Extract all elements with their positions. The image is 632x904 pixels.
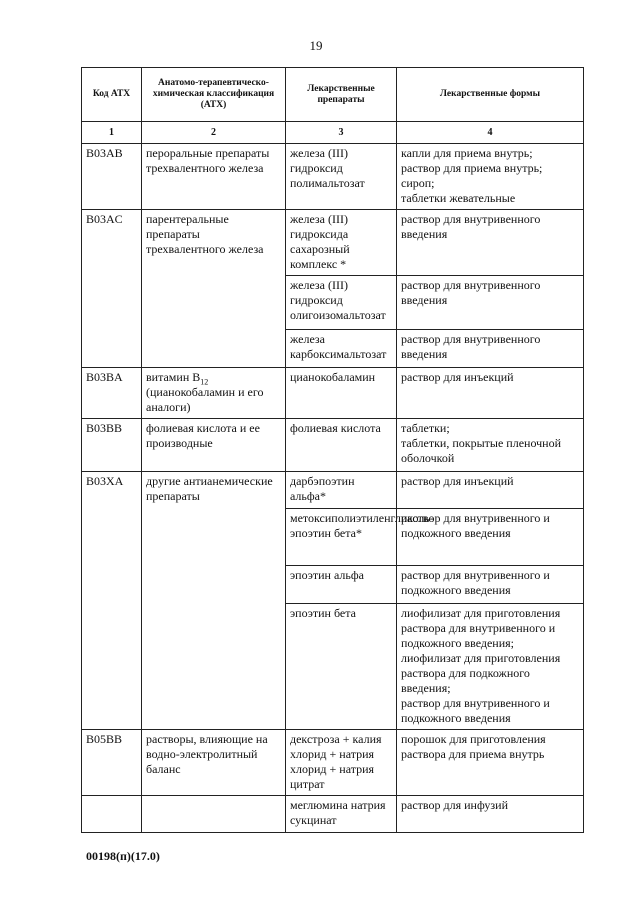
atx-code-empty xyxy=(82,796,142,833)
column-number: 2 xyxy=(142,122,286,144)
drug-name: меглюмина натрия сукцинат xyxy=(286,796,397,833)
drug-name: эпоэтин бета xyxy=(286,604,397,730)
subscript: 12 xyxy=(200,377,209,387)
atx-class: фолиевая кислота и ее производные xyxy=(142,419,286,472)
drug-form: раствор для внутривенного и подкожного введения xyxy=(397,509,584,566)
form-line: лиофилизат для приготовления раствора для подкожного введения; xyxy=(401,651,561,695)
column-number: 4 xyxy=(397,122,584,144)
header-code: Код АТХ xyxy=(82,68,142,122)
header-classification: Анатомо-терапевтическо-химическая классификация (АТХ) xyxy=(142,68,286,122)
table-row xyxy=(82,419,584,472)
form-line: капли для приема внутрь; xyxy=(401,146,533,160)
drug-name: декстроза + калия хлорид + натрия хлорид + натрия цитрат xyxy=(286,730,397,796)
drug-name: фолиевая кислота xyxy=(286,419,397,472)
atx-class xyxy=(142,368,286,419)
drug-form: раствор для инъекций xyxy=(397,368,584,419)
atx-code: B03BA xyxy=(82,368,142,419)
column-number: 3 xyxy=(286,122,397,144)
header-drugs: Лекарственные препараты xyxy=(286,68,397,122)
form-line: раствор для внутривенного и подкожного введения xyxy=(401,696,550,725)
header-forms: Лекарственные формы xyxy=(397,68,584,122)
form-line: лиофилизат для приготовления раствора для внутривенного и подкожного введения; xyxy=(401,606,561,650)
atx-class-empty xyxy=(142,796,286,833)
table-row xyxy=(82,144,584,210)
drug-form: порошок для приготовления раствора для приема внутрь xyxy=(397,730,584,796)
drug-name: цианокобаламин xyxy=(286,368,397,419)
class-text: (цианокобаламин и его аналоги) xyxy=(146,385,264,414)
atx-table xyxy=(81,67,584,833)
drug-name: метоксиполиэтиленгликоль-эпоэтин бета* xyxy=(286,509,397,566)
drug-name: железа (III) гидроксид олигоизомальтозат xyxy=(286,276,397,330)
drug-form xyxy=(397,144,584,210)
drug-name: железа (III) гидроксид полимальтозат xyxy=(286,144,397,210)
drug-form: раствор для внутривенного введения xyxy=(397,330,584,368)
table-row xyxy=(82,368,584,419)
atx-code: B03AB xyxy=(82,144,142,210)
class-text: витамин B xyxy=(146,370,201,384)
table-row xyxy=(82,472,584,509)
table-row xyxy=(82,796,584,833)
form-line: таблетки; xyxy=(401,421,450,435)
form-line: таблетки, покрытые пленочной оболочкой xyxy=(401,436,562,465)
column-number-row xyxy=(82,122,584,144)
drug-form: раствор для инфузий xyxy=(397,796,584,833)
drug-name: железа карбоксимальтозат xyxy=(286,330,397,368)
form-line: таблетки жевательные xyxy=(401,191,516,205)
table-row xyxy=(82,730,584,796)
atx-class: другие антианемические препараты xyxy=(142,472,286,730)
atx-class: парентеральные препараты трехвалентного железа xyxy=(142,210,286,368)
atx-code: B03AC xyxy=(82,210,142,368)
atx-code: B03BB xyxy=(82,419,142,472)
form-line: сироп; xyxy=(401,176,435,190)
drug-form: раствор для внутривенного и подкожного введения xyxy=(397,566,584,604)
drug-form xyxy=(397,604,584,730)
page-number: 19 xyxy=(309,38,323,53)
document-code: 00198(п)(17.0) xyxy=(86,849,160,863)
drug-form xyxy=(397,419,584,472)
form-line: раствор для приема внутрь; xyxy=(401,161,543,175)
drug-form: раствор для инъекций xyxy=(397,472,584,509)
column-number: 1 xyxy=(82,122,142,144)
atx-code: B03XA xyxy=(82,472,142,730)
drug-form: раствор для внутривенного введения xyxy=(397,210,584,276)
drug-name: железа (III) гидроксида сахарозный комплекс * xyxy=(286,210,397,276)
header-row xyxy=(82,68,584,122)
table-row xyxy=(82,210,584,276)
drug-name: дарбэпоэтин альфа* xyxy=(286,472,397,509)
atx-class: пероральные препараты трехвалентного железа xyxy=(142,144,286,210)
drug-name: эпоэтин альфа xyxy=(286,566,397,604)
atx-class: растворы, влияющие на водно-электролитный баланс xyxy=(142,730,286,796)
drug-form: раствор для внутривенного введения xyxy=(397,276,584,330)
atx-code: B05BB xyxy=(82,730,142,796)
